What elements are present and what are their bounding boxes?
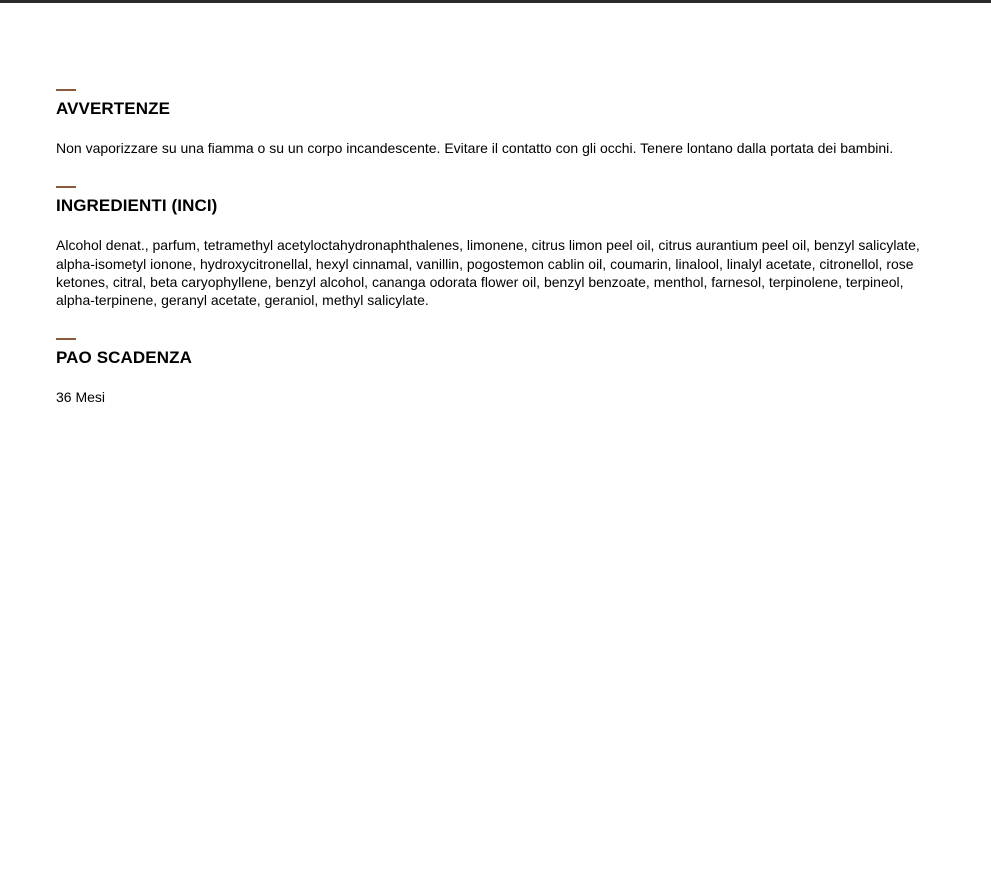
warnings-section	[56, 89, 926, 157]
pao-expiry-text: 36 Mesi	[56, 389, 106, 406]
top-border	[0, 0, 991, 3]
product-info-content	[56, 89, 926, 407]
pao-expiry-section	[56, 338, 926, 406]
ingredients-section	[56, 186, 926, 309]
ingredients-heading: INGREDIENTI (INCI)	[56, 196, 218, 216]
warnings-text: Non vaporizzare su una fiamma o su un corpo incandescente. Evitare il contatto con gli occhi. Tenere lontano dalla portata dei bambini.	[56, 140, 894, 156]
warnings-heading: AVVERTENZE	[56, 99, 171, 118]
pao-expiry-heading: PAO SCADENZA	[56, 348, 192, 368]
section-accent-line	[56, 89, 76, 91]
section-accent-line	[56, 186, 76, 188]
ingredients-text: Alcohol denat., parfum, tetramethyl acetyloctahydronaphthalenes, limonene, citrus limon peel oil, citrus aurantium peel oil, benzyl salicylate, alpha-isometyl ionone, hydroxycitronellal, hexyl cinnamal, vanillin, pogostemon cablin oil, coumarin, linalool, linalyl acetate, citronellol, rose ketones, citral, beta caryophyllene, benzyl alcohol, cananga odorata flower oil, benzyl benzoate, menthol, farnesol, terpinolene, terpineol, alpha-terpinene, geranyl acetate, geraniol, methyl salicylate.	[56, 237, 920, 309]
section-accent-line	[56, 338, 76, 340]
